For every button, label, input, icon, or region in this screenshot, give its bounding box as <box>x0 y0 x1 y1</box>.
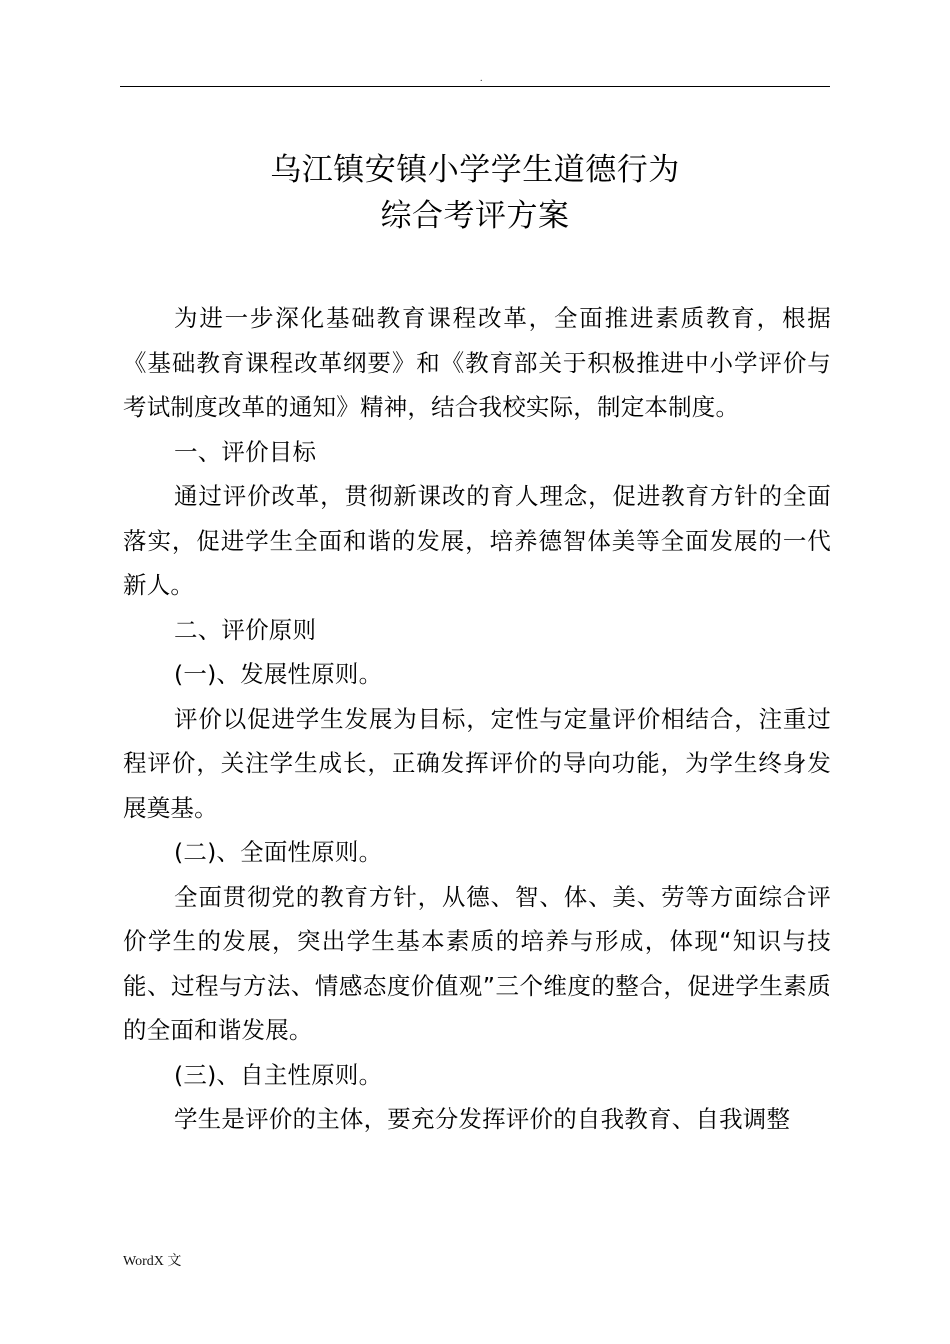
footer-text: WordX 文 <box>123 1254 182 1269</box>
principle3-paragraph: 学生是评价的主体，要充分发挥评价的自我教育、自我调整 <box>174 1105 791 1133</box>
principle2-paragraph: 全面贯彻党的教育方针，从德、智、体、美、劳等方面综合评价学生的发展，突出学生基本素质的培养与形成，体现“知识与技能、过程与方法、情感态度价值观”三个维度的整合，促进学生素质的全面和谐发展。 <box>123 882 831 1044</box>
document-body <box>123 296 831 1142</box>
intro-paragraph: 为进一步深化基础教育课程改革，全面推进素质教育，根据《基础教育课程改革纲要》和《教育部关于积极推进中小学评价与考试制度改革的通知》精神，结合我校实际，制定本制度。 <box>123 304 831 421</box>
principle3-heading: (三)、自主性原则。 <box>174 1060 383 1089</box>
section2-heading: 二、评价原则 <box>174 615 317 644</box>
document-title-line2: 综合考评方案 <box>380 198 570 234</box>
principle1-paragraph: 评价以促进学生发展为目标，定性与定量评价相结合，注重过程评价，关注学生成长，正确发挥评价的导向功能，为学生终身发展奠基。 <box>123 704 831 822</box>
principle2-heading: (二)、全面性原则。 <box>174 838 383 866</box>
section1-heading: 一、评价目标 <box>174 437 317 466</box>
header-mark: . <box>480 73 483 84</box>
document-title-line1: 乌江镇安镇小学学生道德行为 <box>270 152 680 188</box>
header-rule <box>120 86 830 87</box>
principle1-heading: (一)、发展性原则。 <box>174 660 383 688</box>
section1-paragraph: 通过评价改革，贯彻新课改的育人理念，促进教育方针的全面落实，促进学生全面和谐的发展，培养德智体美等全面发展的一代新人。 <box>123 482 831 599</box>
